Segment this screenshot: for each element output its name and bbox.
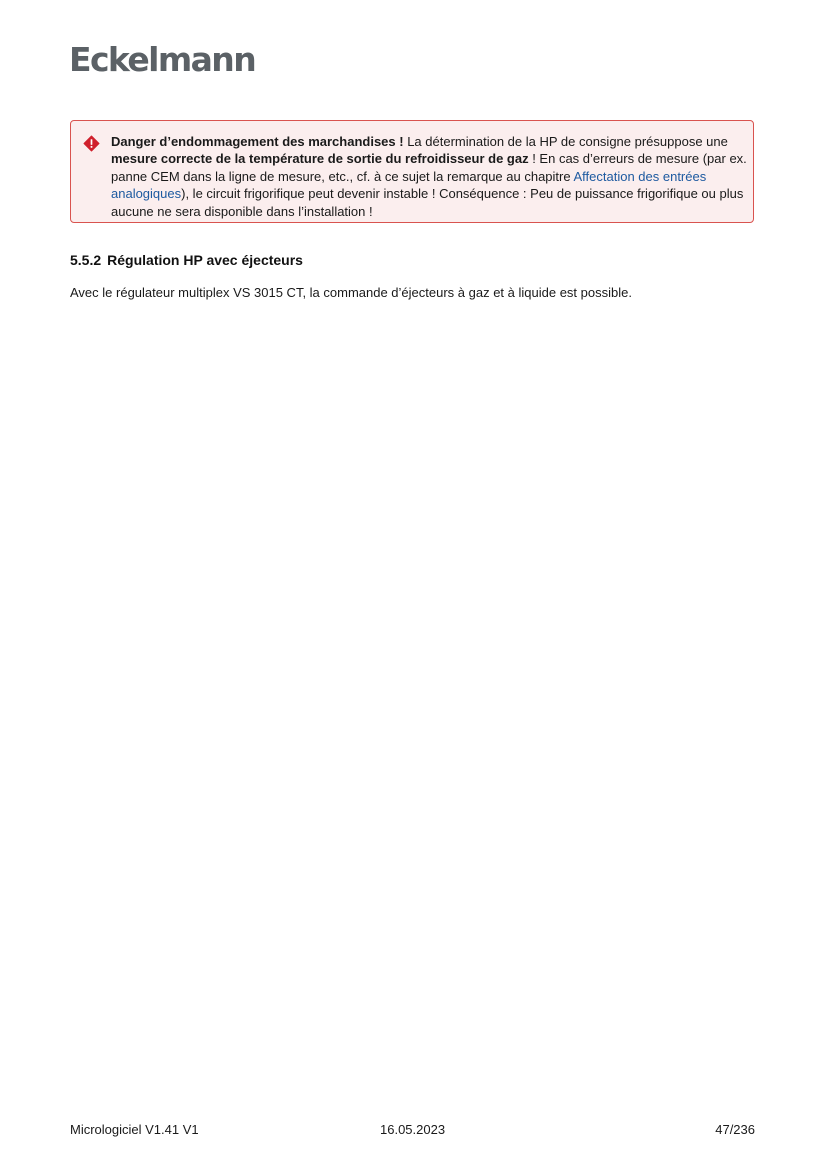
warning-text xyxy=(111,133,751,220)
warning-title: Danger d’endommagement des marchandises ! xyxy=(111,134,404,149)
warning-text-segment: ), le circuit frigorifique peut devenir instable ! Conséquence : Peu de puissance frigorifique ou plus aucune ne sera disponible dans l’installation ! xyxy=(111,186,744,219)
section-number: 5.5.2 xyxy=(70,252,102,268)
warning-text-segment: ! En cas d’erreurs de mesure (par ex. panne CEM dans la ligne de mesure, etc., cf. à ce sujet la remarque au chapitre xyxy=(111,151,747,184)
body-paragraph: Avec le régulateur multiplex VS 3015 CT, la commande d’éjecteurs à gaz et à liquide est possible. xyxy=(70,285,632,300)
footer-date: 16.05.2023 xyxy=(380,1122,446,1137)
chapter-link[interactable]: Affectation des entrées analogiques xyxy=(111,168,707,202)
warning-emphasis: mesure correcte de la température de sortie du refroidisseur de gaz xyxy=(111,151,529,167)
section-title: Régulation HP avec éjecteurs xyxy=(107,252,303,268)
danger-warning-box xyxy=(70,120,754,223)
warning-text-segment: La détermination de la HP de consigne présuppose une xyxy=(403,134,728,149)
danger-diamond-icon xyxy=(83,135,100,152)
footer-firmware-version: Micrologiciel V1.41 V1 xyxy=(70,1122,199,1137)
footer-page-number: 47/236 xyxy=(715,1122,755,1137)
company-logo: Eckelmann xyxy=(69,40,256,79)
section-heading xyxy=(70,252,303,268)
